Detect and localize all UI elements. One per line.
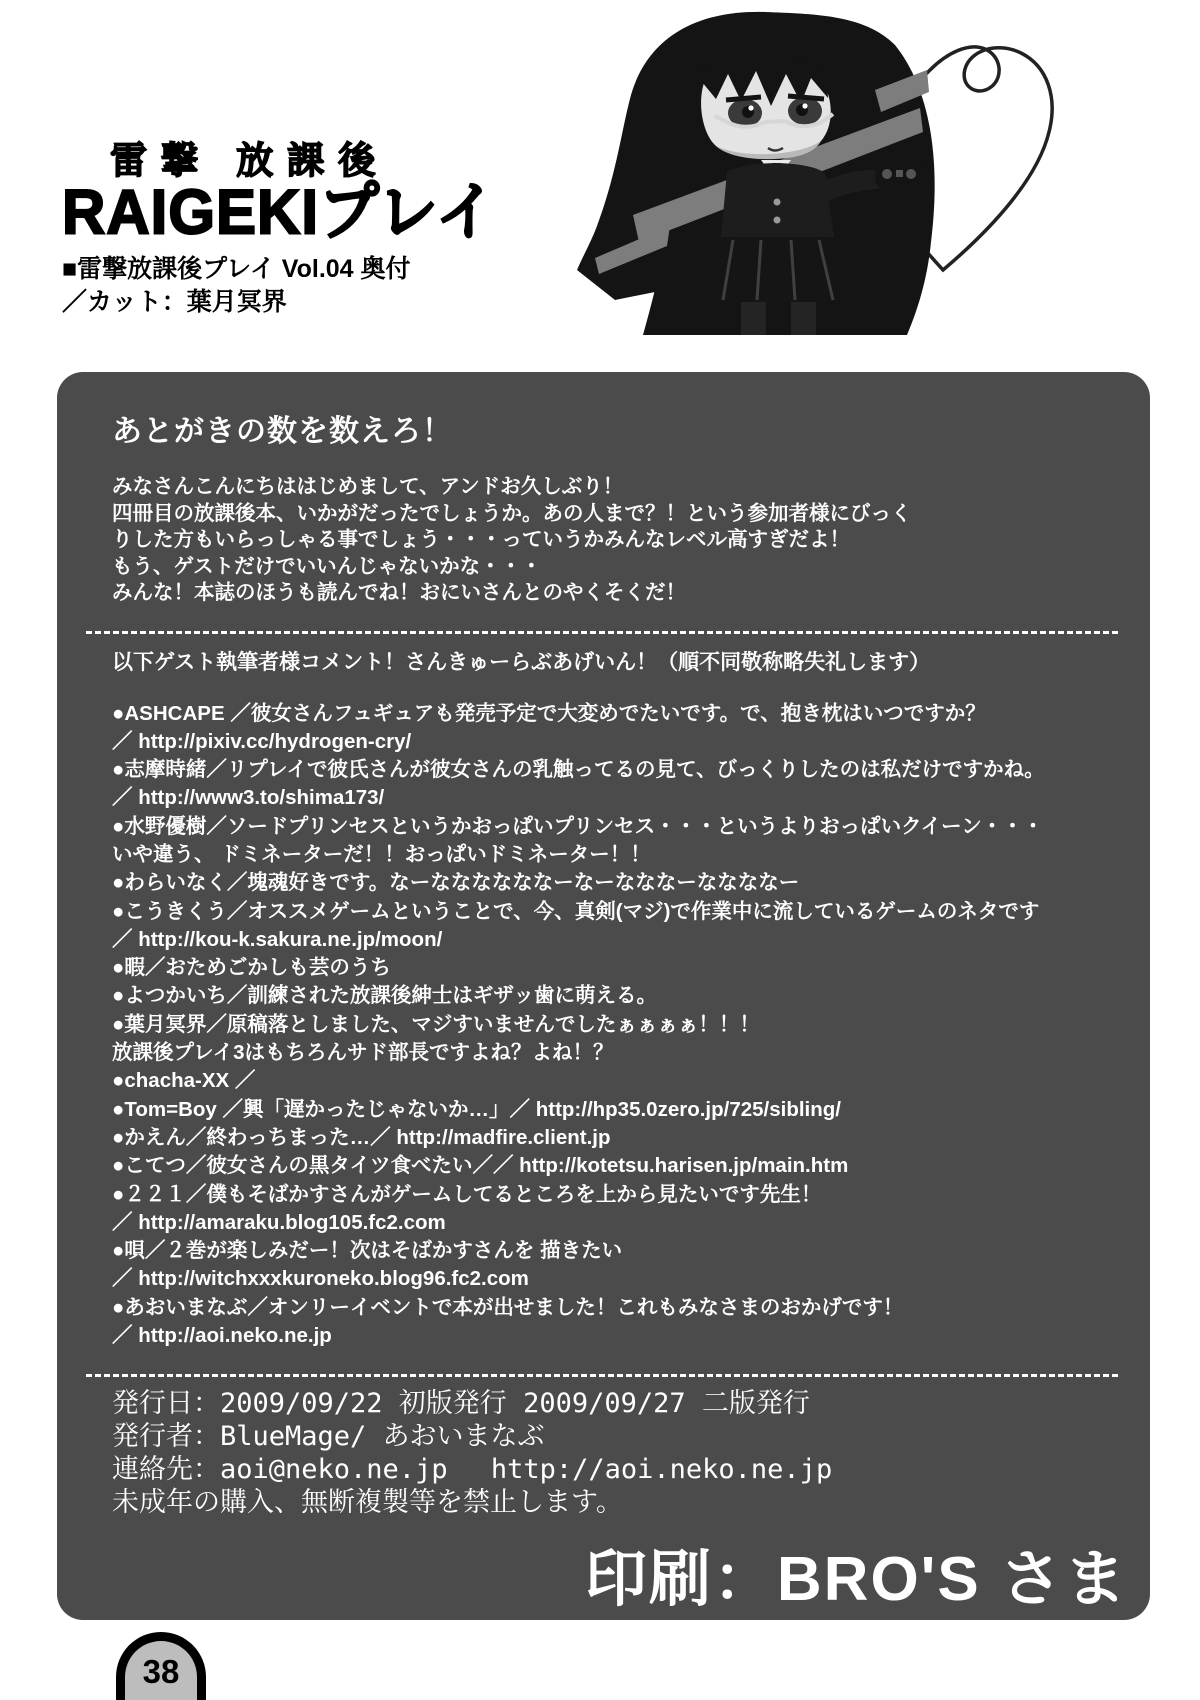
- chibi-girl-illustration: [575, 0, 1085, 335]
- colophon-line: 発行者：BlueMage/ あおいまなぶ: [112, 1421, 545, 1453]
- colophon-line: 連絡先：aoi@neko.ne.jp http://aoi.neko.ne.jp: [112, 1454, 833, 1486]
- guest-comment-line: ●水野優樹／ソードプリンセスというかおっぱいプリンセス・・・というよりおっぱいクイーン・・・: [112, 814, 1044, 838]
- intro-line: もう、ゲストだけでいいんじゃないかな・・・: [112, 554, 542, 578]
- afterword-title: あとがきの数を数えろ！: [112, 415, 453, 448]
- guest-comment-line: ●かえん／終わっちまった…／ http://madfire.client.jp: [112, 1125, 611, 1149]
- game-controller-icon: [875, 161, 923, 188]
- afterword-panel: [57, 372, 1150, 1620]
- guest-comment-line: いや違う、 ドミネーターだ！！おっぱいドミネーター！！: [112, 842, 651, 866]
- guest-comment-line: ／ http://www3.to/shima173/: [112, 786, 385, 810]
- guest-comments-header: 以下ゲスト執筆者様コメント！さんきゅーらぶあげいん！（順不同敬称略失礼します）: [112, 650, 931, 674]
- guest-comment-line: ●２２１／僕もそばかすさんがゲームしてるところを上から見たいです先生！: [112, 1182, 822, 1206]
- cut-credit-line: ／カット：葉月冥界: [62, 287, 287, 316]
- guest-comments-list: [112, 700, 1128, 1351]
- guest-comment-line: ●chacha-XX ／: [112, 1069, 256, 1093]
- afterword-intro: [112, 474, 1128, 607]
- raigeki-logo: [62, 140, 532, 247]
- guest-comment-line: ／ http://amaraku.blog105.fc2.com: [112, 1210, 446, 1234]
- guest-comment-line: ●こてつ／彼女さんの黒タイツ食べたい／／ http://kotetsu.harisen.jp/main.htm: [112, 1154, 849, 1178]
- guest-comment-line: ●志摩時緒／リプレイで彼氏さんが彼女さんの乳触ってるの見て、びっくりしたのは私だけですかね。: [112, 758, 1045, 782]
- afterword-content: [57, 372, 1150, 1519]
- publication-info: [62, 253, 411, 318]
- guest-comment-line: ●Tom=Boy ／興「遅かったじゃないか…」／ http://hp35.0zero.jp/725/sibling/: [112, 1097, 841, 1121]
- page-number: 38: [142, 1653, 180, 1690]
- guest-comment-line: ／ http://aoi.neko.ne.jp: [112, 1324, 332, 1348]
- guest-comment-line: ●暇／おためごかしも芸のうち: [112, 956, 391, 980]
- intro-line: りした方もいらっしゃる事でしょう・・・っていうかみんなレベル高すぎだよ！: [112, 528, 850, 551]
- guest-comment-line: ●唄／２巻が楽しみだー！次はそばかすさんを 描きたい: [112, 1239, 623, 1263]
- intro-line: みなさんこんにちははじめまして、アンドお久しぶり！: [112, 475, 624, 498]
- printer-credit: 印刷：BRO'S さま: [584, 1545, 1128, 1614]
- guest-comment-line: ●こうきくう／オススメゲームということで、今、真剣(マジ)で作業中に流しているゲームのネタです: [112, 899, 1040, 923]
- colophon-block: [112, 1387, 1128, 1519]
- intro-line: 四冊目の放課後本、いかがだったでしょうか。あの人まで？！という参加者様にびっく: [112, 501, 912, 525]
- logo-raigeki-line: RAIGEKIプレイ: [62, 176, 497, 247]
- guest-comment-line: ／ http://pixiv.cc/hydrogen-cry/: [112, 729, 412, 753]
- guest-comment-line: ／ http://witchxxxkuroneko.blog96.fc2.com: [112, 1267, 529, 1291]
- guest-comment-line: ●よつかいち／訓練された放課後紳士はギザッ歯に萌える。: [112, 984, 657, 1008]
- guest-comment-line: 放課後プレイ3はもちろんサド部長ですよね？よね！？: [112, 1041, 614, 1065]
- colophon-line: 発行日：2009/09/22 初版発行 2009/09/27 二版発行: [112, 1388, 810, 1420]
- intro-line: みんな！本誌のほうも読んでね！おにいさんとのやくそくだ！: [112, 581, 686, 604]
- page-number-badge: [116, 1632, 206, 1700]
- face: [701, 54, 833, 159]
- dashed-divider-top: [86, 631, 1118, 634]
- colophon-line: 未成年の購入、無断複製等を禁止します。: [112, 1487, 623, 1519]
- guest-comment-line: ●あおいまなぶ／オンリーイベントで本が出せました！これもみなさまのおかげです！: [112, 1295, 904, 1319]
- guest-comment-line: ／ http://kou-k.sakura.ne.jp/moon/: [112, 927, 443, 951]
- logo-kanji-line: 雷撃 放課後: [110, 140, 390, 181]
- volume-okuzuke-line: ■雷撃放課後プレイ Vol.04 奥付: [62, 255, 411, 283]
- guest-comment-line: ●わらいなく／塊魂好きです。なーななななななーなーなななーななななー: [112, 871, 800, 895]
- guest-comment-line: ●ASHCAPE ／彼女さんフュギュアも発売予定で大変めでたいです。で、抱き枕はいつですか？: [112, 701, 986, 725]
- dashed-divider-bottom: [86, 1374, 1118, 1377]
- guest-comment-line: ●葉月冥界／原稿落としました、マジすいませんでしたぁぁぁぁ！！！: [112, 1012, 760, 1036]
